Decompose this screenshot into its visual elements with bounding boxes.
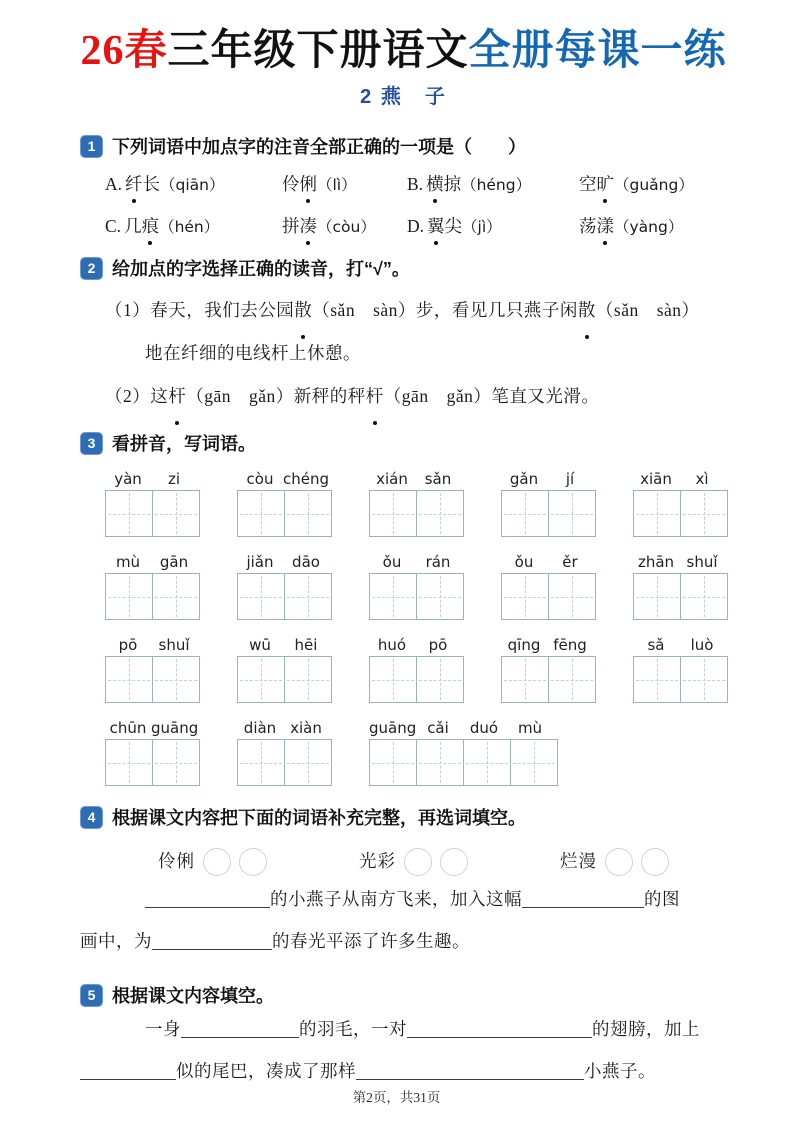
- pinyin-annotation: （hén）: [159, 218, 220, 237]
- dotted-char: 俐: [300, 171, 318, 196]
- pinyin-grid-row: [105, 470, 727, 537]
- option: [579, 171, 727, 196]
- option: [407, 213, 579, 238]
- pinyin-syllable: jí: [565, 470, 575, 489]
- writing-cell: [502, 574, 548, 619]
- writing-cell: [284, 491, 331, 536]
- pinyin-syllable: shuǐ: [158, 636, 190, 655]
- pinyin-syllable: fēng: [553, 636, 587, 655]
- writing-cell: [106, 657, 152, 702]
- text-run: 的羽毛，一对: [299, 1019, 407, 1040]
- question-stem: 下列词语中加点字的注音全部正确的一项是（ ）: [112, 137, 526, 158]
- word-part: 掠: [443, 174, 462, 195]
- writing-grid: [237, 739, 332, 786]
- question-stem: 给加点的字选择正确的读音，打“√”。: [112, 259, 410, 280]
- writing-cell: [238, 740, 284, 785]
- pinyin-syllable: yàn: [114, 470, 142, 489]
- pinyin-syllable: pō: [428, 636, 448, 655]
- pinyin-syllables: [633, 553, 728, 571]
- text-run: （2）这: [105, 386, 169, 407]
- writing-grid: [369, 573, 464, 620]
- writing-cell: [152, 657, 199, 702]
- pinyin-annotation: （guǎng）: [614, 176, 694, 195]
- answer-circle: [203, 848, 231, 876]
- word-text: 烂漫: [560, 850, 597, 871]
- pinyin-syllable: xián: [376, 470, 408, 489]
- question-3: [80, 430, 727, 786]
- option: [105, 171, 282, 196]
- q4-words: [158, 846, 727, 874]
- pinyin-word-group: [237, 553, 332, 620]
- writing-cell: [416, 491, 463, 536]
- pinyin-syllable: ǒu: [514, 553, 534, 572]
- fill-blank: [181, 1023, 299, 1038]
- pinyin-syllable: rán: [425, 553, 451, 572]
- pinyin-syllable: sǎn: [424, 470, 452, 489]
- pinyin-syllable: ǒu: [382, 553, 402, 572]
- writing-cell: [238, 491, 284, 536]
- word-part: 空: [579, 174, 597, 195]
- text-run: 小燕子。: [584, 1061, 656, 1082]
- answer-circle: [440, 848, 468, 876]
- pinyin-syllable: guāng: [369, 719, 417, 738]
- pinyin-syllables: [501, 553, 596, 571]
- dotted-char: 纤: [125, 171, 143, 196]
- writing-cell: [416, 574, 463, 619]
- writing-grid: [501, 573, 596, 620]
- pinyin-word-group: [105, 636, 200, 703]
- text-run: （sǎn sàn）: [595, 300, 700, 321]
- fill-blank: [356, 1065, 584, 1080]
- question-number-badge: 2: [80, 257, 103, 280]
- text-run: （1）春天，我们去公园: [105, 300, 295, 321]
- word-part: 尖: [444, 216, 463, 237]
- pinyin-syllable: diàn: [243, 719, 277, 738]
- pinyin-syllable: mù: [517, 719, 543, 738]
- question-1-header: [80, 133, 727, 159]
- pinyin-syllable: chūn: [109, 719, 147, 738]
- pinyin-syllable: còu: [246, 470, 274, 489]
- writing-cell: [238, 574, 284, 619]
- pinyin-syllable: xiàn: [290, 719, 322, 738]
- writing-cell: [416, 740, 463, 785]
- pinyin-syllables: [237, 470, 332, 488]
- writing-cell: [634, 657, 680, 702]
- pinyin-syllable: hēi: [294, 636, 318, 655]
- answer-circle: [641, 848, 669, 876]
- option: [282, 213, 407, 238]
- writing-grid: [105, 573, 200, 620]
- pinyin-grid-row: [105, 553, 727, 620]
- writing-cell: [106, 740, 152, 785]
- option-label: A.: [105, 174, 123, 195]
- title-edition: 26春: [80, 28, 168, 74]
- writing-cell: [370, 491, 416, 536]
- question-stem: 根据课文内容把下面的词语补充完整，再选词填空。: [112, 808, 526, 829]
- answer-circle: [605, 848, 633, 876]
- pinyin-word-group: [237, 636, 332, 703]
- word-part: 伶: [282, 174, 300, 195]
- question-4: [80, 804, 727, 962]
- writing-grid: [501, 656, 596, 703]
- writing-cell: [548, 491, 595, 536]
- fill-line: [80, 920, 727, 962]
- title-grade: 三年级下册语文: [167, 28, 469, 74]
- writing-grid: [633, 490, 728, 537]
- fill-blank: [152, 935, 272, 950]
- pinyin-syllables: [237, 636, 332, 654]
- pinyin-syllable: luò: [690, 636, 714, 655]
- writing-cell: [680, 657, 727, 702]
- writing-cell: [284, 574, 331, 619]
- writing-grid: [369, 739, 558, 786]
- pinyin-grid-row: [105, 636, 727, 703]
- title-series: 全册每课一练: [468, 28, 727, 74]
- pinyin-syllables: [369, 719, 558, 737]
- word-part: 荡: [579, 216, 597, 237]
- pinyin-word-group: [633, 470, 728, 537]
- answer-circle: [239, 848, 267, 876]
- writing-cell: [370, 740, 416, 785]
- text-run: 的春光平添了许多生趣。: [272, 931, 470, 952]
- pinyin-syllable: zi: [167, 470, 181, 489]
- option: [407, 171, 579, 196]
- text-run: （gān gǎn）笔直又光滑。: [383, 386, 600, 407]
- fill-line: [80, 1008, 727, 1050]
- q1-options: [105, 171, 727, 238]
- word-completion-group: [560, 846, 669, 874]
- option-row: [105, 213, 727, 238]
- option-row: [105, 171, 727, 196]
- fill-blank: [80, 1065, 176, 1080]
- pinyin-syllables: [369, 636, 464, 654]
- pinyin-annotation: （lì）: [317, 176, 357, 195]
- pinyin-syllable: qīng: [507, 636, 541, 655]
- writing-cell: [370, 657, 416, 702]
- text-run: 一身: [145, 1019, 181, 1040]
- pinyin-syllable: huó: [377, 636, 407, 655]
- question-stem: 根据课文内容填空。: [112, 986, 274, 1007]
- pinyin-syllable: sǎ: [647, 636, 665, 655]
- writing-grid: [237, 490, 332, 537]
- pinyin-syllable: dāo: [292, 553, 320, 572]
- q5-lines: [80, 1008, 727, 1092]
- pinyin-word-group: [369, 636, 464, 703]
- dotted-char: 散: [578, 289, 596, 332]
- question-stem: 看拼音，写词语。: [112, 434, 256, 455]
- pinyin-syllables: [369, 470, 464, 488]
- question-5-header: [80, 982, 727, 1008]
- writing-cell: [548, 574, 595, 619]
- text-run: 似的尾巴，凑成了那样: [176, 1061, 356, 1082]
- sentence-line: [105, 375, 727, 418]
- dotted-char: 凑: [300, 213, 318, 238]
- pinyin-syllables: [633, 636, 728, 654]
- writing-cell: [680, 491, 727, 536]
- writing-cell: [463, 740, 510, 785]
- q4-lines: [80, 878, 727, 962]
- pinyin-syllables: [501, 636, 596, 654]
- dotted-char: 横: [426, 171, 444, 196]
- writing-cell: [284, 657, 331, 702]
- pinyin-syllables: [105, 636, 200, 654]
- dotted-char: 翼: [427, 213, 445, 238]
- writing-cell: [510, 740, 557, 785]
- pinyin-word-group: [501, 553, 596, 620]
- writing-cell: [502, 491, 548, 536]
- writing-grid: [237, 656, 332, 703]
- pinyin-syllable: chéng: [283, 470, 330, 489]
- question-5: [80, 982, 727, 1092]
- pinyin-word-group: [501, 636, 596, 703]
- writing-grid: [105, 739, 200, 786]
- dotted-char: 痕: [142, 213, 160, 238]
- writing-grid: [369, 656, 464, 703]
- writing-grid: [105, 656, 200, 703]
- pinyin-syllables: [633, 470, 728, 488]
- writing-cell: [284, 740, 331, 785]
- pinyin-syllable: mù: [115, 553, 141, 572]
- writing-grid: [105, 490, 200, 537]
- pinyin-annotation: （héng）: [461, 176, 532, 195]
- option-label: B.: [407, 174, 424, 195]
- pinyin-syllables: [501, 470, 596, 488]
- text-run: （gān gǎn）新秤的秤: [186, 386, 366, 407]
- question-2: [80, 255, 727, 418]
- dotted-char: 杆: [168, 375, 186, 418]
- pinyin-word-group: [105, 470, 200, 537]
- word-part: 拼: [282, 216, 300, 237]
- dotted-char: 散: [294, 289, 312, 332]
- writing-cell: [152, 491, 199, 536]
- dotted-char: 杆: [366, 375, 384, 418]
- pinyin-syllable: jiǎn: [246, 553, 274, 572]
- pinyin-word-group: [369, 719, 558, 786]
- writing-cell: [680, 574, 727, 619]
- writing-grid: [369, 490, 464, 537]
- word-part: 长: [142, 174, 161, 195]
- sentence-line: [105, 289, 727, 332]
- writing-grid: [633, 656, 728, 703]
- pinyin-word-group: [237, 719, 332, 786]
- answer-circle: [404, 848, 432, 876]
- option-label: D.: [407, 216, 425, 237]
- pinyin-annotation: （qiān）: [160, 176, 225, 195]
- pinyin-syllable: zhān: [637, 553, 675, 572]
- pinyin-word-group: [105, 553, 200, 620]
- option-label: C.: [105, 216, 122, 237]
- word-text: 伶俐: [158, 850, 195, 871]
- writing-cell: [548, 657, 595, 702]
- writing-grid: [237, 573, 332, 620]
- question-number-badge: 1: [80, 135, 103, 158]
- writing-grid: [501, 490, 596, 537]
- pinyin-annotation: （còu）: [317, 218, 376, 237]
- pinyin-syllables: [237, 719, 332, 737]
- word-part: 几: [124, 216, 142, 237]
- writing-cell: [152, 740, 199, 785]
- pinyin-annotation: （yàng）: [614, 218, 684, 237]
- question-3-header: [80, 430, 727, 456]
- pinyin-syllable: cǎi: [427, 719, 449, 738]
- pinyin-word-group: [369, 470, 464, 537]
- writing-cell: [416, 657, 463, 702]
- word-text: 光彩: [359, 850, 396, 871]
- pinyin-word-group: [633, 553, 728, 620]
- question-number-badge: 4: [80, 806, 103, 829]
- pinyin-syllable: duó: [469, 719, 499, 738]
- pinyin-syllable: wū: [249, 636, 271, 655]
- pinyin-word-group: [501, 470, 596, 537]
- option: [282, 171, 407, 196]
- page-number: 第2页，共31页: [352, 1090, 441, 1105]
- writing-cell: [152, 574, 199, 619]
- dotted-char: 漾: [597, 213, 615, 238]
- text-run: 地在纤细的电线杆上休憩。: [145, 343, 361, 364]
- writing-grid: [633, 573, 728, 620]
- pinyin-syllable: ěr: [562, 553, 578, 572]
- q3-grid: [105, 470, 727, 786]
- writing-cell: [106, 491, 152, 536]
- pinyin-syllables: [105, 470, 200, 488]
- text-run: 画中，为: [80, 931, 152, 952]
- pinyin-syllables: [105, 553, 200, 571]
- q2-items: [105, 289, 727, 418]
- question-2-header: [80, 255, 727, 281]
- writing-cell: [238, 657, 284, 702]
- text-run: 的小燕子从南方飞来，加入这幅: [270, 889, 522, 910]
- question-4-header: [80, 804, 727, 830]
- writing-cell: [634, 574, 680, 619]
- question-number-badge: 5: [80, 984, 103, 1007]
- pinyin-syllables: [105, 719, 200, 737]
- pinyin-word-group: [105, 719, 200, 786]
- pinyin-syllable: gǎn: [509, 470, 539, 489]
- word-completion-group: [158, 846, 267, 874]
- question-number-badge: 3: [80, 432, 103, 455]
- text-run: 的图: [644, 889, 680, 910]
- option: [579, 213, 727, 238]
- text-run: （sǎn sàn）步，看见几只燕子闲: [312, 300, 578, 321]
- fill-line: [80, 878, 727, 920]
- pinyin-syllable: pō: [118, 636, 138, 655]
- dotted-char: 旷: [597, 171, 615, 196]
- pinyin-syllable: guāng: [151, 719, 199, 738]
- pinyin-word-group: [237, 470, 332, 537]
- pinyin-word-group: [369, 553, 464, 620]
- fill-blank: [407, 1023, 592, 1038]
- page-title: [80, 26, 727, 76]
- pinyin-syllable: gān: [159, 553, 189, 572]
- writing-cell: [370, 574, 416, 619]
- fill-blank: [522, 893, 644, 908]
- question-1: [80, 133, 727, 238]
- writing-cell: [634, 491, 680, 536]
- writing-cell: [502, 657, 548, 702]
- option: [105, 213, 282, 238]
- pinyin-word-group: [633, 636, 728, 703]
- pinyin-syllable: shuǐ: [686, 553, 718, 572]
- pinyin-syllable: xiān: [640, 470, 672, 489]
- pinyin-syllables: [369, 553, 464, 571]
- pinyin-grid-row: [105, 719, 727, 786]
- pinyin-syllable: xì: [695, 470, 709, 489]
- fill-blank: [145, 893, 270, 908]
- lesson-title: 2 燕 子: [360, 86, 447, 109]
- sentence-line: [145, 332, 727, 375]
- pinyin-annotation: （jì）: [462, 218, 502, 237]
- writing-cell: [106, 574, 152, 619]
- word-completion-group: [359, 846, 468, 874]
- pinyin-syllables: [237, 553, 332, 571]
- text-run: 的翅膀，加上: [592, 1019, 700, 1040]
